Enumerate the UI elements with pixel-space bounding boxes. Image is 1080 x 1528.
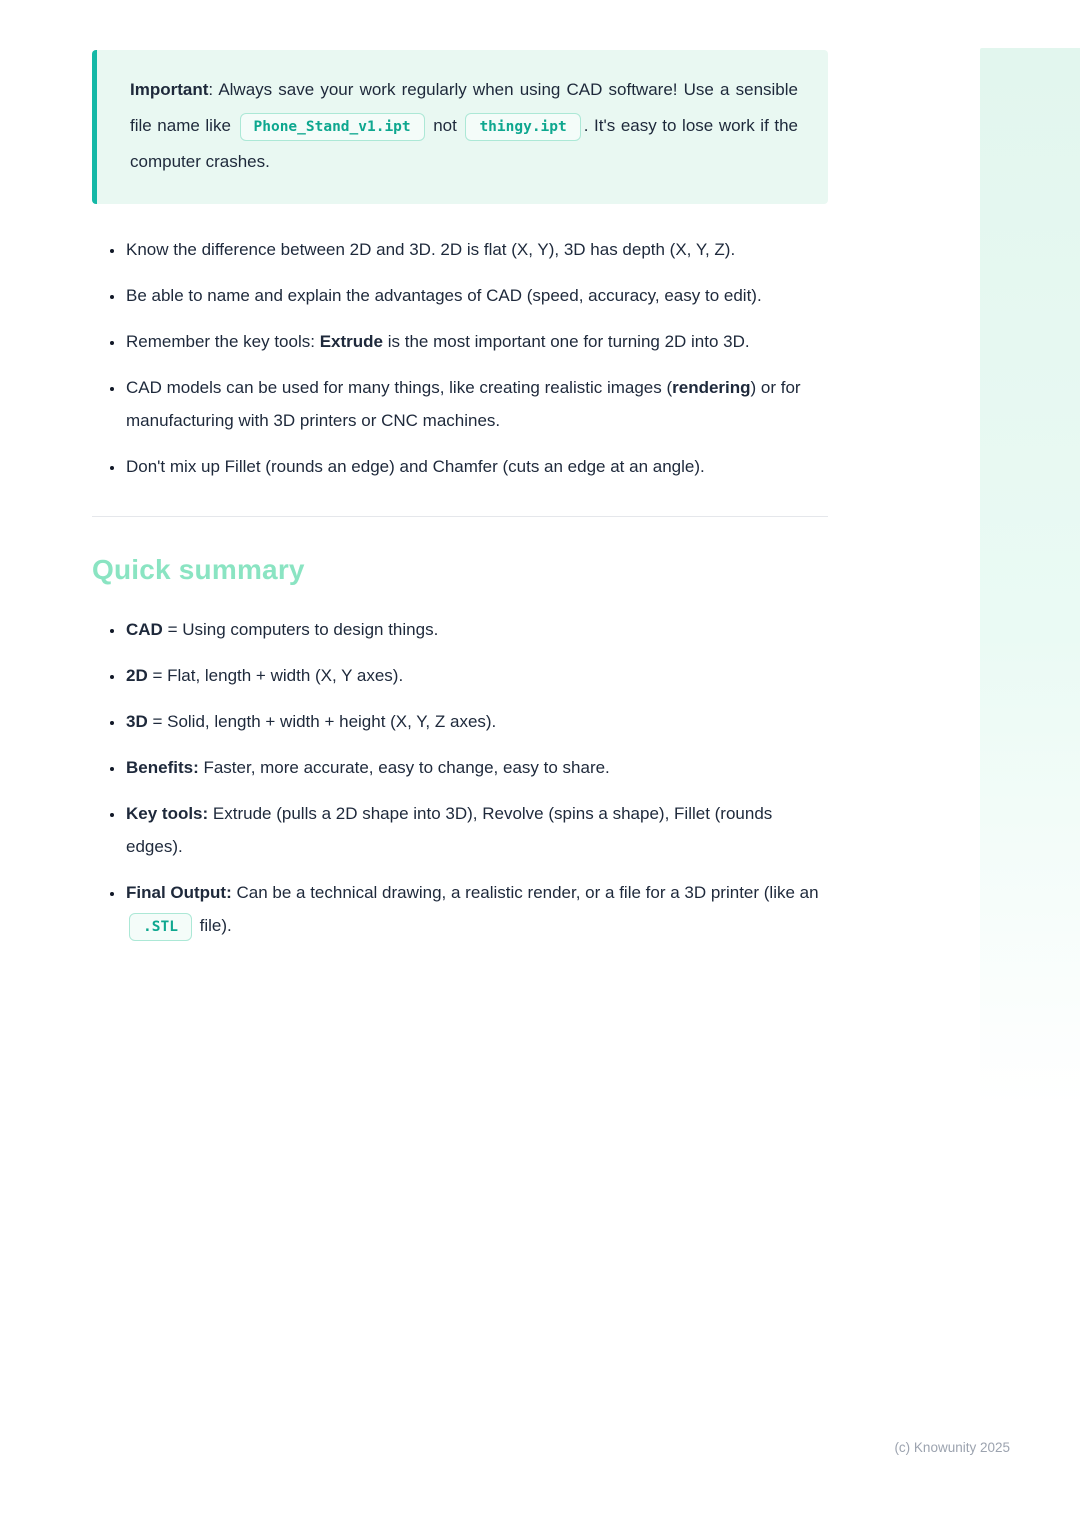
text-segment: = Flat, length + width (X, Y axes). [147,666,404,685]
text-segment: file). [194,916,232,935]
text-segment: = Solid, length + width + height (X, Y, Z axes). [147,712,497,731]
text-segment: is the most important one for turning 2D into 3D. [383,332,750,351]
copyright-footer: (c) Knowunity 2025 [894,1440,1010,1455]
text-segment: Be able to name and explain the advantages of CAD (speed, accuracy, easy to edit). [126,286,762,305]
quick-summary-heading: Quick summary [92,554,305,585]
list-item [125,797,828,863]
bold-text: CAD [126,620,163,639]
text-segment: = Using computers to design things. [162,620,439,639]
inline-code-chip: .STL [129,913,192,941]
list-item [125,279,828,312]
text-segment: : Always save your work regularly when using CAD software! Use a sensible file name like [130,80,798,135]
text-segment: Don't mix up Fillet (rounds an edge) and Chamfer (cuts an edge at an angle). [126,457,705,476]
bold-text: Benefits: [126,758,199,777]
bold-text: Extrude [319,332,383,351]
section-divider [92,516,828,517]
bold-text: Key tools: [126,804,209,823]
bold-text: Important [130,80,209,99]
exam-tips-list [92,233,828,483]
text-segment: CAD models can be used for many things, like creating realistic images ( [126,378,673,397]
inline-code-chip: thingy.ipt [465,113,580,141]
decorative-side-strip [980,48,1080,1106]
inline-code-chip: Phone_Stand_v1.ipt [240,113,425,141]
list-item [125,705,828,738]
list-item [125,450,828,483]
bold-text: rendering [672,378,751,397]
text-segment: Can be a technical drawing, a realistic render, or a file for a 3D printer (like an [231,883,819,902]
list-item [125,233,828,266]
text-segment: Extrude (pulls a 2D shape into 3D), Revolve (spins a shape), Fillet (rounds edges). [126,804,773,856]
list-item [125,371,828,437]
text-segment: Faster, more accurate, easy to change, easy to share. [198,758,610,777]
callout-text [130,72,798,180]
list-item [125,659,828,692]
bold-text: 3D [126,712,148,731]
text-segment: . It's easy to lose work if the computer crashes. [130,116,798,171]
text-segment: not [427,116,463,135]
content-column [92,50,828,955]
text-segment: Know the difference between 2D and 3D. 2D is flat (X, Y), 3D has depth (X, Y, Z). [126,240,736,259]
list-item [125,751,828,784]
text-segment: ) or for manufacturing with 3D printers or CNC machines. [126,378,801,430]
important-callout [92,50,828,204]
list-item [125,876,828,942]
list-item [125,613,828,646]
bold-text: 2D [126,666,148,685]
bold-text: Final Output: [126,883,232,902]
list-item [125,325,828,358]
quick-summary-list [92,613,828,942]
text-segment: Remember the key tools: [126,332,320,351]
